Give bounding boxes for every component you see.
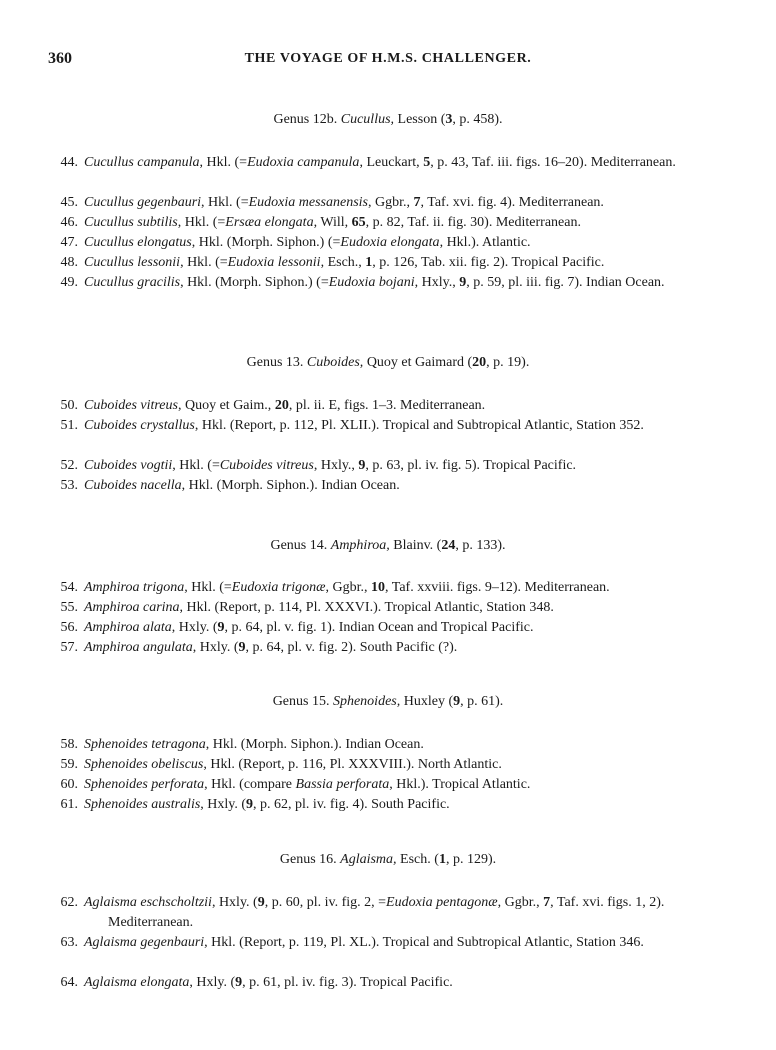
entry-number: 46.: [60, 215, 78, 230]
genus-name: Aglaisma,: [340, 852, 397, 867]
species-entry: [52, 253, 732, 273]
running-head: [48, 50, 728, 70]
species-entry: [52, 396, 732, 416]
entry-number: 64.: [60, 975, 78, 990]
entry-text: Sphenoides tetragona, Hkl. (Morph. Siphon.). Indian Ocean.: [84, 737, 424, 752]
genus-ref-rest: , p. 458).: [452, 112, 503, 127]
species-entry: [52, 578, 732, 598]
entry-text: Cucullus campanula, Hkl. (=Eudoxia campanula, Leuckart, 5, p. 43, Taf. iii. figs. 16–20). Mediterranean.: [84, 155, 676, 170]
page-number: 360: [48, 50, 72, 67]
entry-number: 62.: [60, 895, 78, 910]
entry-number: 45.: [60, 195, 78, 210]
genus-label: Genus 14.: [270, 538, 328, 553]
entry-text: Cucullus gegenbauri, Hkl. (=Eudoxia messanensis, Ggbr., 7, Taf. xvi. fig. 4). Mediterranean.: [84, 195, 604, 210]
entry-text: Aglaisma eschscholtzii, Hxly. (9, p. 60, pl. iv. fig. 2, =Eudoxia pentagonæ, Ggbr., 7, Taf. xvi. figs. 1, 2). Mediterranean.: [84, 895, 665, 930]
entry-number: 47.: [60, 235, 78, 250]
entry-number: 53.: [60, 478, 78, 493]
entry-number: 55.: [60, 600, 78, 615]
genus-author: Quoy et Gaimard (: [366, 355, 473, 370]
species-entry: [52, 795, 732, 815]
species-entry: [52, 755, 732, 775]
entry-number: 61.: [60, 797, 78, 812]
genus-heading: [0, 355, 776, 371]
genus-author: Blainv. (: [393, 538, 442, 553]
genus-ref-number: 20: [472, 355, 487, 370]
genus-name: Amphiroa,: [330, 538, 390, 553]
entry-text: Cuboides vitreus, Quoy et Gaim., 20, pl. ii. E, figs. 1–3. Mediterranean.: [84, 398, 486, 413]
species-entry: [52, 233, 732, 253]
genus-author: Esch. (: [400, 852, 439, 867]
genus-label: Genus 12b.: [273, 112, 338, 127]
entry-number: 54.: [60, 580, 78, 595]
genus-ref-number: 1: [438, 852, 446, 867]
entry-number: 49.: [60, 275, 78, 290]
species-entry: [52, 933, 732, 953]
entry-number: 60.: [60, 777, 78, 792]
species-entry: [52, 638, 732, 658]
genus-author: Lesson (: [397, 112, 446, 127]
species-entry: [52, 893, 732, 933]
entry-text: Cucullus elongatus, Hkl. (Morph. Siphon.) (=Eudoxia elongata, Hkl.). Atlantic.: [84, 235, 531, 250]
genus-name: Cucullus,: [340, 112, 395, 127]
genus-ref-number: 9: [453, 694, 461, 709]
genus-heading: [0, 694, 776, 710]
entry-text: Cucullus gracilis, Hkl. (Morph. Siphon.) (=Eudoxia bojani, Hxly., 9, p. 59, pl. iii. fig. 7). Indian Ocean.: [84, 275, 665, 290]
genus-label: Genus 13.: [246, 355, 304, 370]
genus-ref-rest: , p. 61).: [460, 694, 504, 709]
entry-text: Cuboides nacella, Hkl. (Morph. Siphon.). Indian Ocean.: [84, 478, 400, 493]
entry-text: Amphiroa trigona, Hkl. (=Eudoxia trigonæ, Ggbr., 10, Taf. xxviii. figs. 9–12). Mediterranean.: [84, 580, 610, 595]
species-entry: [52, 775, 732, 795]
entry-number: 52.: [60, 458, 78, 473]
species-entry: [52, 273, 732, 293]
genus-heading: [0, 852, 776, 868]
genus-ref-number: 3: [445, 112, 453, 127]
entry-number: 57.: [60, 640, 78, 655]
species-entry: [52, 153, 732, 173]
entry-number: 48.: [60, 255, 78, 270]
genus-ref-rest: , p. 133).: [455, 538, 506, 553]
running-title: THE VOYAGE OF H.M.S. CHALLENGER.: [244, 51, 532, 66]
entry-number: 51.: [60, 418, 78, 433]
entry-number: 44.: [60, 155, 78, 170]
genus-label: Genus 15.: [272, 694, 330, 709]
genus-author: Huxley (: [403, 694, 454, 709]
entry-text: Sphenoides perforata, Hkl. (compare Bassia perforata, Hkl.). Tropical Atlantic.: [84, 777, 531, 792]
genus-name: Cuboides,: [306, 355, 364, 370]
entry-number: 58.: [60, 737, 78, 752]
genus-label: Genus 16.: [279, 852, 337, 867]
species-entry: [52, 618, 732, 638]
species-entry: [52, 973, 732, 993]
entry-text: Sphenoides australis, Hxly. (9, p. 62, pl. iv. fig. 4). South Pacific.: [84, 797, 450, 812]
entry-text: Cuboides vogtii, Hkl. (=Cuboides vitreus, Hxly., 9, p. 63, pl. iv. fig. 5). Tropical Pacific.: [84, 458, 577, 473]
entry-number: 59.: [60, 757, 78, 772]
entry-text: Cuboides crystallus, Hkl. (Report, p. 112, Pl. XLII.). Tropical and Subtropical Atlantic, Station 352.: [84, 418, 644, 433]
genus-heading: [0, 538, 776, 554]
entry-number: 50.: [60, 398, 78, 413]
entry-number: 63.: [60, 935, 78, 950]
species-entry: [52, 456, 732, 476]
entry-text: Amphiroa angulata, Hxly. (9, p. 64, pl. v. fig. 2). South Pacific (?).: [84, 640, 458, 655]
entry-text: Aglaisma gegenbauri, Hkl. (Report, p. 119, Pl. XL.). Tropical and Subtropical Atlantic, Station 346.: [84, 935, 644, 950]
entry-text: Amphiroa carina, Hkl. (Report, p. 114, Pl. XXXVI.). Tropical Atlantic, Station 348.: [84, 600, 554, 615]
species-entry: [52, 213, 732, 233]
species-entry: [52, 598, 732, 618]
genus-name: Sphenoides,: [332, 694, 401, 709]
species-entry: [52, 416, 732, 436]
genus-ref-rest: , p. 129).: [445, 852, 497, 867]
genus-heading: [0, 112, 776, 128]
entry-number: 56.: [60, 620, 78, 635]
entry-text: Amphiroa alata, Hxly. (9, p. 64, pl. v. fig. 1). Indian Ocean and Tropical Pacific.: [84, 620, 534, 635]
species-entry: [52, 735, 732, 755]
species-entry: [52, 476, 732, 496]
genus-ref-number: 24: [441, 538, 456, 553]
genus-ref-rest: , p. 19).: [486, 355, 530, 370]
entry-text: Sphenoides obeliscus, Hkl. (Report, p. 116, Pl. XXXVIII.). North Atlantic.: [84, 757, 502, 772]
entry-text: Cucullus lessonii, Hkl. (=Eudoxia lessonii, Esch., 1, p. 126, Tab. xii. fig. 2). Tropical Pacific.: [84, 255, 605, 270]
species-entry: [52, 193, 732, 213]
entry-text: Aglaisma elongata, Hxly. (9, p. 61, pl. iv. fig. 3). Tropical Pacific.: [84, 975, 453, 990]
entry-text: Cucullus subtilis, Hkl. (=Ersæa elongata, Will, 65, p. 82, Taf. ii. fig. 30). Mediterranean.: [84, 215, 581, 230]
